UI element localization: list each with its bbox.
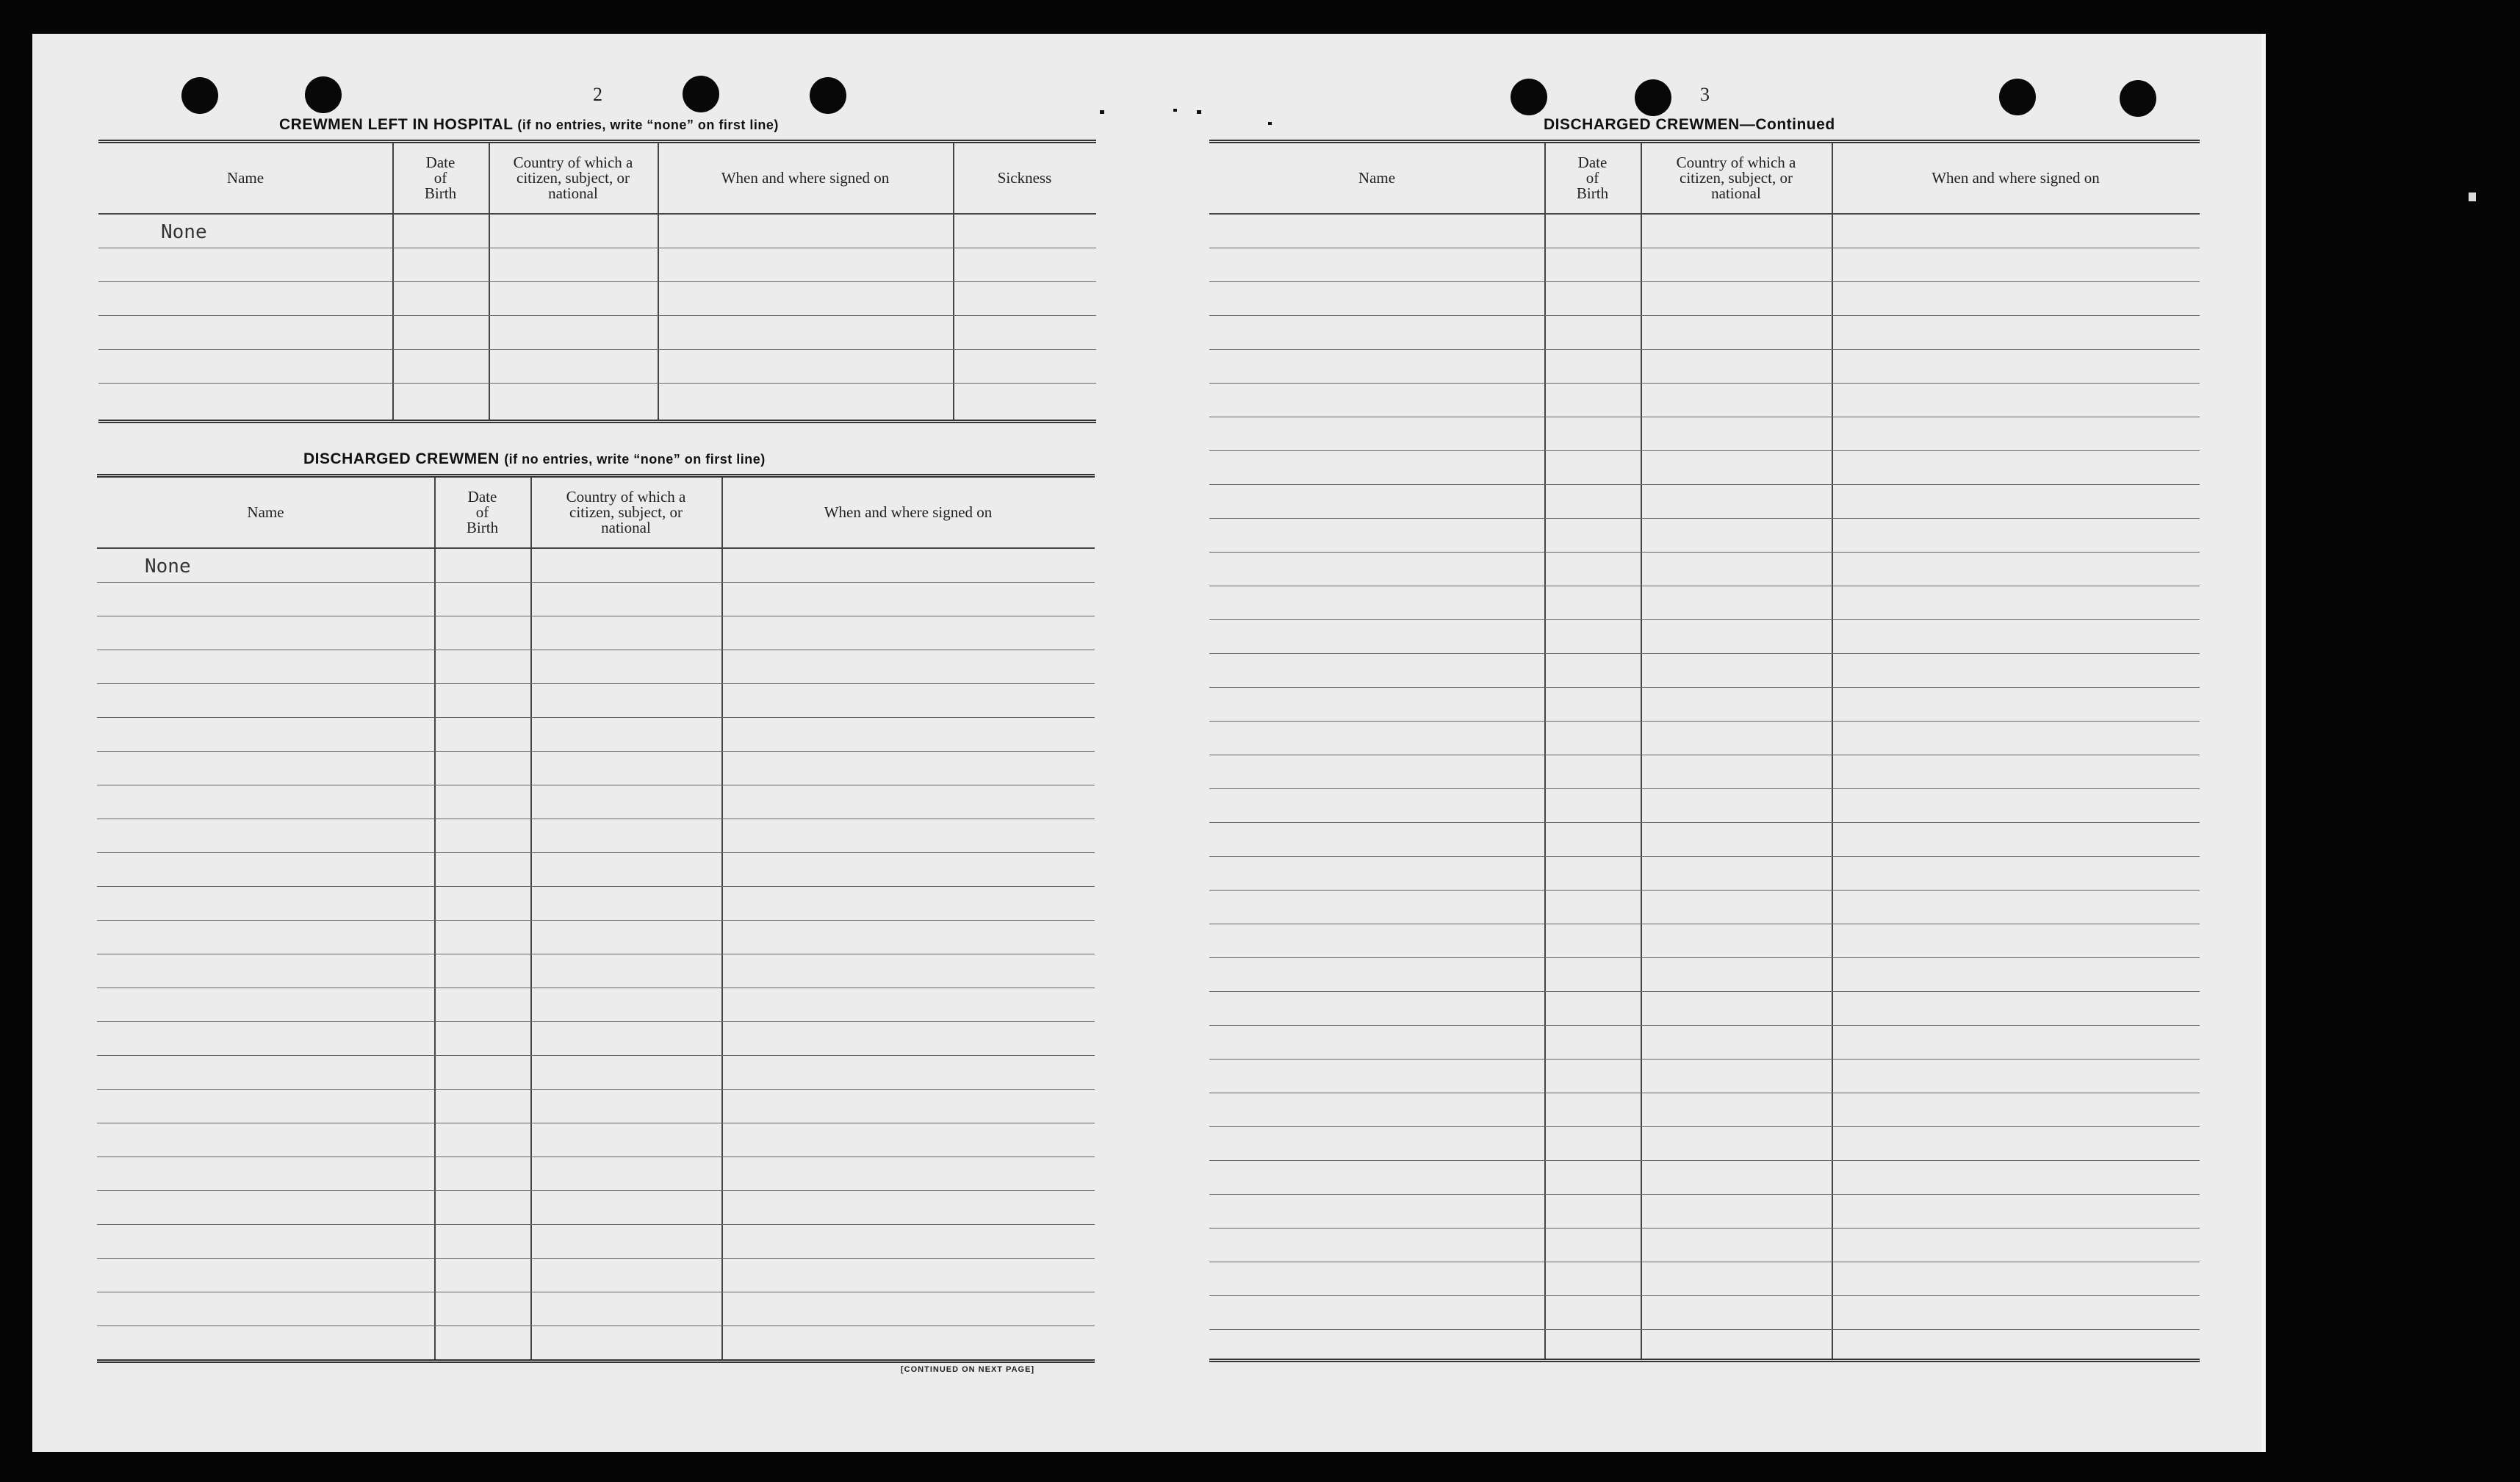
table-row-line — [97, 717, 1095, 718]
table-row-line — [98, 281, 1096, 282]
punch-hole — [683, 76, 719, 112]
column-divider — [1544, 143, 1546, 1359]
punch-hole — [1511, 79, 1547, 115]
col-header-sickness: Sickness — [997, 169, 1052, 187]
table-row-line — [97, 920, 1095, 921]
table-row-line — [1209, 721, 2200, 722]
col-header-dob — [1544, 143, 1641, 213]
table-row-line — [1209, 687, 2200, 688]
punch-hole — [2120, 80, 2156, 117]
country-line-1: Country of which a — [566, 488, 686, 506]
table-row-line — [1209, 619, 2200, 620]
country-line-3: national — [548, 184, 598, 202]
page-number-right: 3 — [1700, 84, 1710, 105]
table-row-line — [97, 1190, 1095, 1191]
continued-note: [CONTINUED ON NEXT PAGE] — [901, 1365, 1035, 1374]
col-header-country — [489, 143, 658, 213]
table-row-line — [1209, 315, 2200, 316]
dob-line-2: of — [433, 169, 447, 187]
table-row-line — [1209, 890, 2200, 891]
table-row-line — [97, 1258, 1095, 1259]
table-row-line — [97, 751, 1095, 752]
table-row-line — [98, 349, 1096, 350]
page-number-left: 2 — [593, 84, 602, 105]
table-row-line — [1209, 856, 2200, 857]
country-line-3: national — [1711, 184, 1761, 202]
table-row-line — [1209, 1194, 2200, 1195]
punch-hole — [305, 76, 342, 113]
table-row-line — [1209, 788, 2200, 789]
table-row-line — [98, 383, 1096, 384]
table-row-line — [1209, 822, 2200, 823]
table-row-line — [97, 582, 1095, 583]
country-line-1: Country of which a — [513, 154, 633, 171]
discharged-table-right — [1209, 140, 2200, 1362]
discharged-continued-title: DISCHARGED CREWMEN—Continued — [1544, 116, 1835, 133]
col-header-name: Name — [1358, 169, 1396, 187]
hospital-title-text: CREWMEN LEFT IN HOSPITAL — [279, 116, 514, 133]
punch-hole — [810, 77, 846, 114]
table-row-line — [1209, 383, 2200, 384]
dob-line-1: Date — [425, 154, 456, 171]
col-header-dob — [392, 143, 489, 213]
dob-line-1: Date — [1577, 154, 1608, 171]
table-row-line — [1209, 957, 2200, 958]
table-row-line — [97, 1089, 1095, 1090]
table-row-line — [1209, 518, 2200, 519]
col-header-dob — [434, 478, 530, 547]
discharged-continued-header — [1209, 143, 2200, 215]
table-row-line — [97, 1021, 1095, 1022]
table-row-line — [1209, 1126, 2200, 1127]
column-divider — [530, 478, 532, 1359]
speck — [1197, 110, 1201, 114]
discharged-table-header — [97, 478, 1095, 549]
speck — [1100, 110, 1104, 114]
col-header-signed-on: When and where signed on — [721, 169, 890, 187]
table-row-line — [97, 886, 1095, 887]
table-row-line — [97, 683, 1095, 684]
table-row-line — [97, 1325, 1095, 1326]
table-row-line — [1209, 1025, 2200, 1026]
edge-mark — [2469, 193, 2476, 201]
punch-hole — [181, 77, 218, 114]
discharged-section-title — [303, 450, 766, 468]
table-row-line — [1209, 1059, 2200, 1060]
table-row-line — [1209, 653, 2200, 654]
speck — [1268, 122, 1272, 125]
col-header-name: Name — [226, 169, 264, 187]
table-row-line — [1209, 552, 2200, 553]
col-header-country — [530, 478, 721, 547]
speck — [1173, 109, 1177, 112]
column-divider — [1832, 143, 1833, 1359]
dob-line-3: Birth — [466, 519, 499, 536]
col-header-name: Name — [247, 503, 284, 521]
dob-line-2: of — [1585, 169, 1599, 187]
table-row-line — [1209, 450, 2200, 451]
country-line-2: citizen, subject, or — [569, 503, 683, 521]
table-row-line — [1209, 991, 2200, 992]
table-row-line — [97, 1055, 1095, 1056]
hospital-section-title — [279, 116, 779, 134]
col-header-country — [1641, 143, 1832, 213]
discharged-title-text: DISCHARGED CREWMEN — [303, 450, 500, 467]
country-line-3: national — [601, 519, 651, 536]
table-row-line — [1209, 349, 2200, 350]
table-row-line — [1209, 1295, 2200, 1296]
table-row-line — [1209, 484, 2200, 485]
country-line-1: Country of which a — [1676, 154, 1796, 171]
table-row-line — [1209, 1329, 2200, 1330]
hospital-table-header — [98, 143, 1096, 215]
col-header-signed-on: When and where signed on — [824, 503, 993, 521]
column-divider — [434, 478, 436, 1359]
punch-hole — [1999, 79, 2036, 115]
column-divider — [1641, 143, 1642, 1359]
dob-line-1: Date — [467, 488, 497, 506]
form-sheet — [32, 34, 2266, 1452]
table-row-line — [98, 315, 1096, 316]
discharged-table-left — [97, 474, 1095, 1363]
hospital-first-entry: None — [161, 221, 207, 243]
discharged-first-entry: None — [145, 555, 191, 578]
table-row-line — [1209, 281, 2200, 282]
hospital-title-note: (if no entries, write “none” on first line) — [517, 118, 779, 132]
country-line-2: citizen, subject, or — [1680, 169, 1793, 187]
punch-hole — [1635, 79, 1671, 116]
dob-line-3: Birth — [424, 184, 457, 202]
dob-line-2: of — [475, 503, 489, 521]
dob-line-3: Birth — [1576, 184, 1609, 202]
table-row-line — [1209, 1160, 2200, 1161]
col-header-signed-on: When and where signed on — [1932, 169, 2100, 187]
column-divider — [721, 478, 723, 1359]
hospital-table — [98, 140, 1096, 423]
table-row-line — [97, 852, 1095, 853]
discharged-title-note: (if no entries, write “none” on first line) — [504, 452, 766, 467]
country-line-2: citizen, subject, or — [516, 169, 630, 187]
table-row-line — [97, 1224, 1095, 1225]
table-row-line — [1209, 1228, 2200, 1229]
